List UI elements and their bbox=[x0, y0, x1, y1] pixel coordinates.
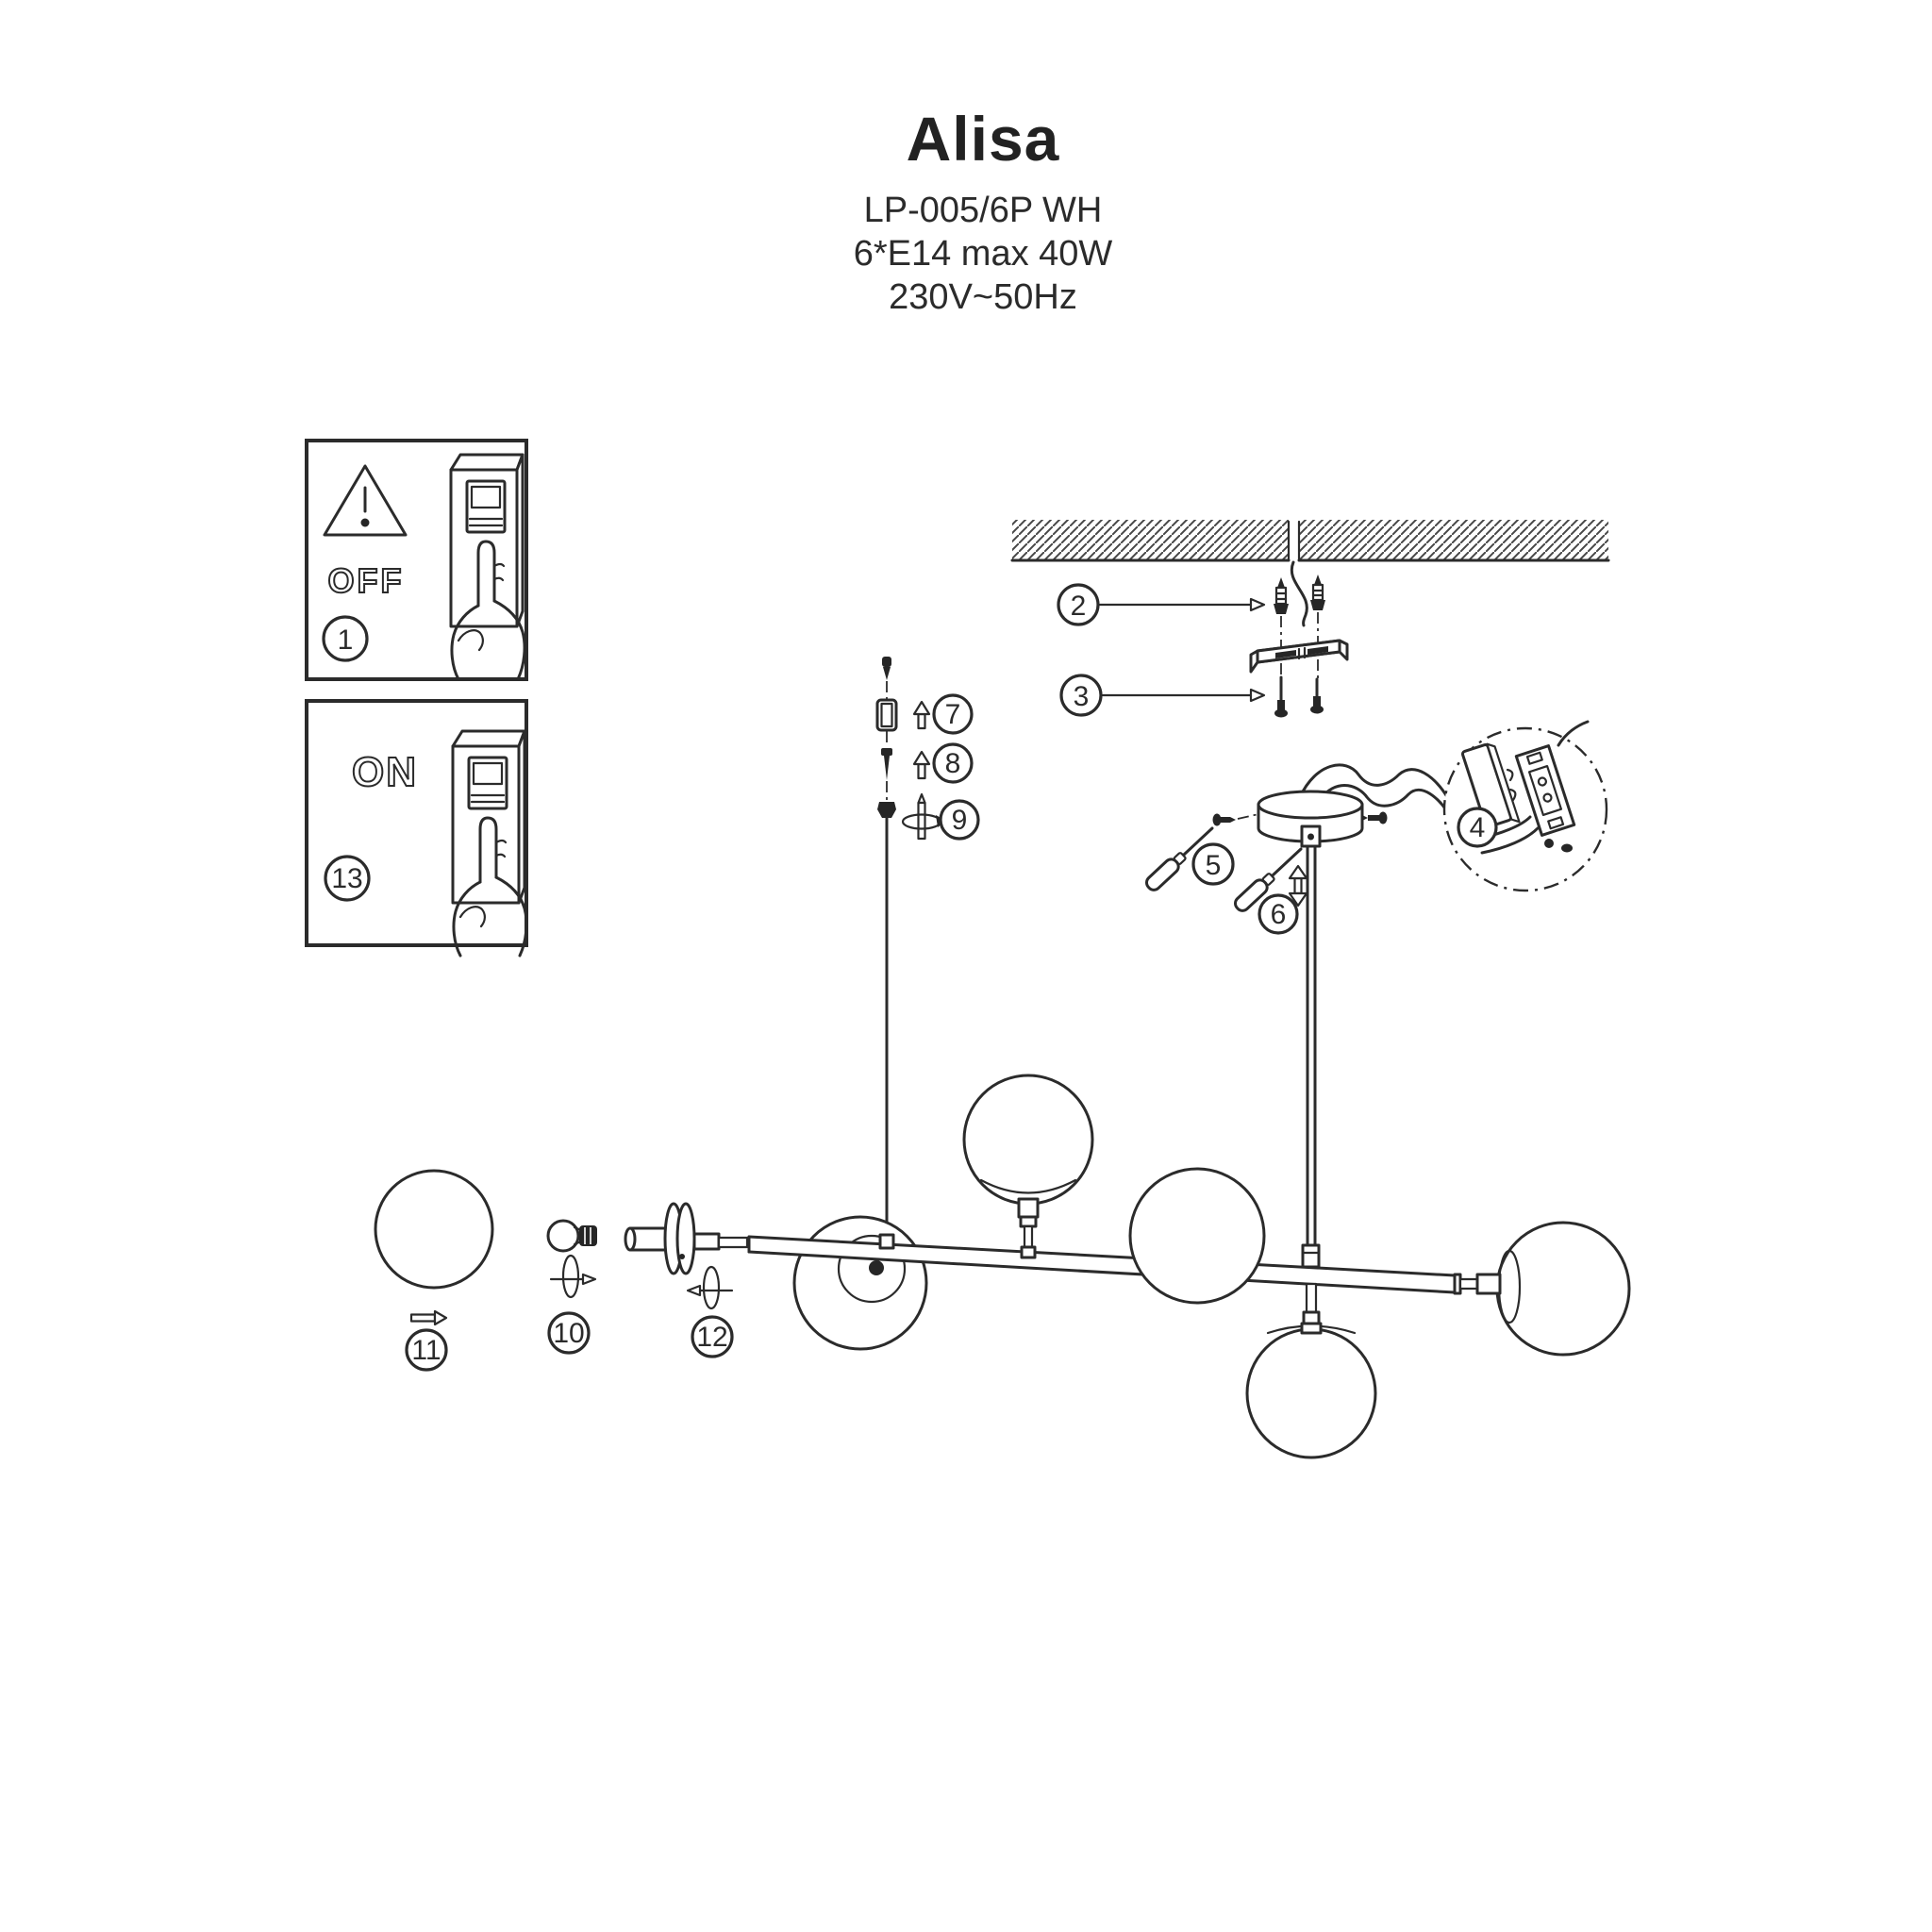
mains-wire bbox=[1291, 562, 1307, 625]
canopy-screw-right bbox=[1362, 812, 1388, 824]
glass-globe-4 bbox=[1247, 1284, 1375, 1457]
step-box-on bbox=[307, 701, 526, 956]
ceiling bbox=[1012, 520, 1608, 625]
globe-socket-dot bbox=[869, 1260, 884, 1275]
rotate-left-icon bbox=[688, 1267, 732, 1308]
glass-globe-3 bbox=[1130, 1169, 1264, 1303]
svg-text:8: 8 bbox=[944, 748, 961, 779]
callout-9 bbox=[903, 794, 978, 839]
svg-text:6: 6 bbox=[1270, 899, 1287, 930]
canopy-screw-left bbox=[1213, 814, 1259, 826]
rod-bar-joint bbox=[1303, 1245, 1319, 1267]
cord-grip-cap bbox=[877, 802, 896, 818]
suspension-rod bbox=[1307, 846, 1315, 1246]
wall-anchor bbox=[1310, 575, 1325, 679]
svg-text:13: 13 bbox=[331, 863, 363, 894]
rotate-right-icon bbox=[551, 1256, 595, 1297]
callout-13 bbox=[325, 857, 369, 900]
product-title: Alisa bbox=[906, 104, 1060, 174]
callout-11 bbox=[407, 1330, 446, 1370]
glass-globe-2 bbox=[964, 1075, 1092, 1257]
socket-ring bbox=[677, 1204, 694, 1274]
svg-text:9: 9 bbox=[951, 805, 968, 836]
canopy-rod-fitting bbox=[1302, 826, 1320, 846]
glass-globe-5 bbox=[1460, 1223, 1629, 1355]
callout-8 bbox=[914, 744, 972, 782]
insert-direction-arrow-icon bbox=[411, 1311, 446, 1324]
product-model: LP-005/6P WH bbox=[863, 191, 1103, 230]
svg-text:11: 11 bbox=[411, 1335, 441, 1366]
step-box-off bbox=[307, 441, 526, 679]
on-label: ON bbox=[352, 749, 418, 795]
callout-2 bbox=[1058, 585, 1264, 625]
mounting-screws bbox=[1274, 677, 1324, 718]
glass-globe-1 bbox=[794, 1217, 926, 1349]
mounting-bracket bbox=[1251, 641, 1347, 672]
detail-screw bbox=[1561, 844, 1573, 853]
callout-10 bbox=[549, 1313, 589, 1353]
product-voltage-spec: 230V~50Hz bbox=[889, 277, 1077, 317]
cord-knob bbox=[880, 1235, 893, 1248]
cord-pin bbox=[882, 657, 891, 680]
callout-5 bbox=[1193, 844, 1233, 884]
svg-text:2: 2 bbox=[1070, 591, 1087, 622]
callout-3 bbox=[1061, 675, 1264, 715]
wall-anchor bbox=[1274, 577, 1289, 677]
svg-text:10: 10 bbox=[553, 1318, 585, 1349]
callout-4 bbox=[1458, 808, 1496, 846]
detail-screw bbox=[1544, 839, 1554, 848]
cord-screw bbox=[881, 748, 892, 780]
off-label: OFF bbox=[327, 561, 405, 600]
svg-text:5: 5 bbox=[1205, 850, 1222, 881]
mounting-screw bbox=[1310, 679, 1324, 714]
svg-text:7: 7 bbox=[944, 699, 961, 730]
svg-text:4: 4 bbox=[1469, 812, 1486, 843]
ceiling-hatch bbox=[1299, 520, 1608, 560]
bulb-part bbox=[548, 1221, 597, 1353]
svg-text:3: 3 bbox=[1073, 681, 1090, 712]
bulb-icon bbox=[548, 1221, 597, 1251]
spare-globe bbox=[375, 1171, 492, 1370]
callout-7 bbox=[914, 695, 972, 733]
ring-part bbox=[688, 1267, 732, 1357]
ceiling-hatch bbox=[1012, 520, 1289, 560]
cord-sleeve bbox=[877, 700, 896, 730]
bar-end-socket bbox=[625, 1204, 747, 1274]
callout-1 bbox=[324, 617, 367, 660]
product-bulb-spec: 6*E14 max 40W bbox=[853, 234, 1113, 274]
lamp-body bbox=[625, 1075, 1629, 1457]
callout-12 bbox=[692, 1317, 732, 1357]
svg-text:12: 12 bbox=[696, 1322, 728, 1353]
cord-hardware-chain bbox=[877, 657, 896, 1236]
canopy-assembly bbox=[1213, 765, 1483, 1246]
svg-text:1: 1 bbox=[337, 625, 354, 656]
terminal-block-detail bbox=[1444, 722, 1607, 891]
mounting-screw bbox=[1274, 677, 1288, 718]
